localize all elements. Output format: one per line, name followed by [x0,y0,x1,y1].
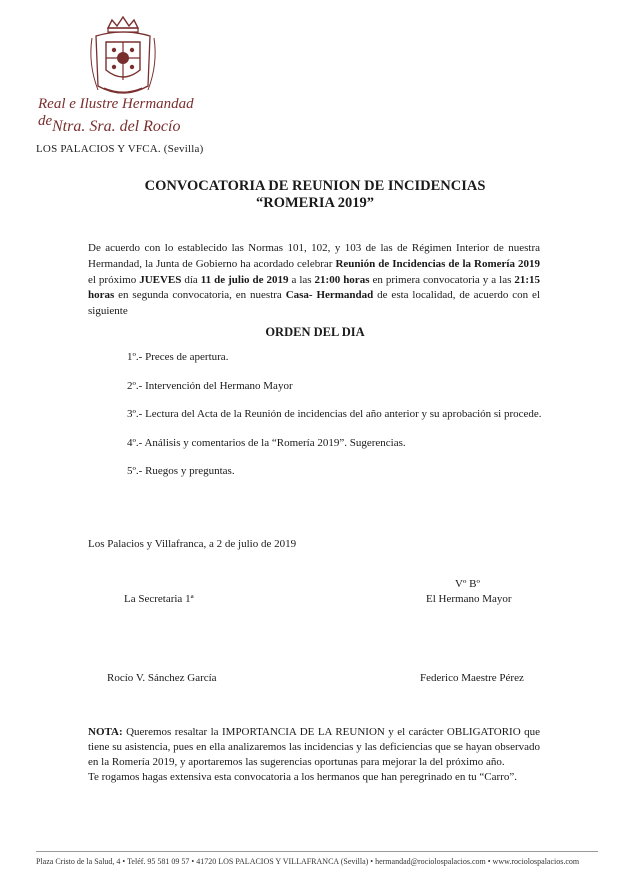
nota-label: NOTA: [88,726,123,738]
agenda-item: 3º.- Lectura del Acta de la Reunión de incidencias del año anterior y su aprobación si procede. [127,408,542,420]
nota-request: Te rogamos hagas extensiva esta convocatoria a los hermanos que han peregrinado en tu “Carro”. [88,771,517,783]
document-title: CONVOCATORIA DE REUNION DE INCIDENCIAS [144,178,486,194]
footer-contact: Plaza Cristo de la Salud, 4 • Teléf. 95 581 09 57 • 41720 LOS PALACIOS Y VILLAFRANCA (Sevilla) • hermandad@rociolospalacios.com • www.rociolospalacios.com [36,857,580,866]
agenda-list [127,350,547,493]
secretaria-name: Rocío V. Sánchez García [107,672,217,684]
org-location: LOS PALACIOS Y VFCA. (Sevilla) [36,143,204,155]
org-name-line1: Real e Ilustre Hermandad de [38,96,194,129]
intro-paragraph: De acuerdo con lo establecido las Normas 101, 102, y 103 de las de Régimen Interior de nuestra Hermandad, la Junta de Gobierno ha acordado celebrar Reunión de Incidencias de la Romería 2019 el próximo JUEVES día 11 de julio de 2019 a las 21:00 horas en primera convocatoria y a las 21:15 horas en segunda convocatoria, en nuestra Casa- Hermandad de esta localidad, de acuerdo con el siguiente [88,242,541,318]
agenda-item: 4º.- Análisis y comentarios de la “Romería 2019”. Sugerencias. [127,436,406,449]
nota-block [88,725,540,785]
nota-paragraph: NOTA: Queremos resaltar la IMPORTANCIA DE LA REUNION y el carácter OBLIGATORIO que tiene su asistencia, pues en ella analizaremos las incidencias y las deficiencias que se hayan observado en la Romería 2019, y aportaremos las sugerencias oportunas para mejorar la del próximo año. [88,726,540,768]
secretaria-label: La Secretaria 1ª [124,593,194,605]
document-subtitle: “ROMERIA 2019” [255,195,375,211]
hermano-mayor-name: Federico Maestre Pérez [420,672,524,684]
agenda-item: 1º.- Preces de apertura. [127,351,229,363]
agenda-item: 5º.- Ruegos y preguntas. [127,465,235,477]
place-date: Los Palacios y Villafranca, a 2 de julio de 2019 [88,538,297,550]
footer-divider [36,851,598,852]
visto-bueno-label: Vº Bº [455,578,480,590]
org-name-line2: Ntra. Sra. del Rocío [52,118,181,135]
agenda-heading: ORDEN DEL DIA [265,325,365,339]
hermandad-crest-icon [82,14,164,102]
hermano-mayor-label: El Hermano Mayor [426,593,512,605]
agenda-item: 2º.- Intervención del Hermano Mayor [127,379,293,392]
